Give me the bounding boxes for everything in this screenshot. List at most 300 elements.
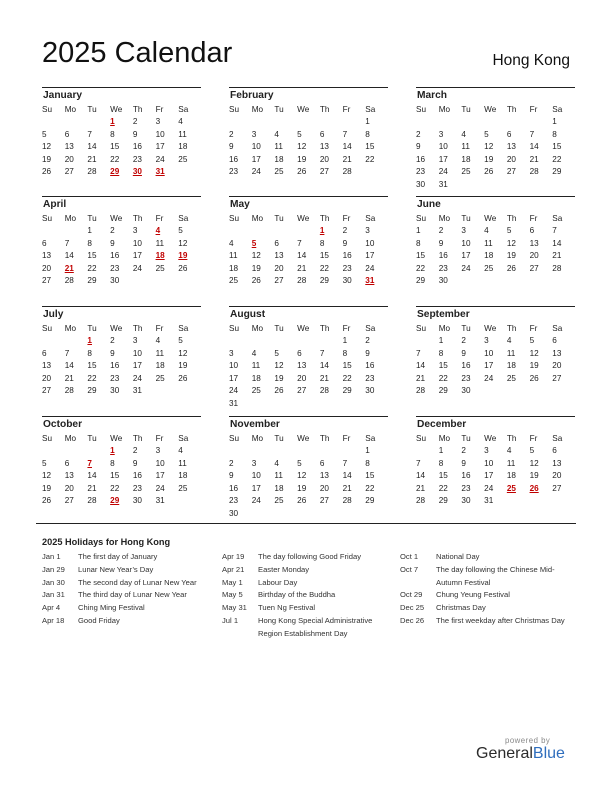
calendar-day: 12	[274, 361, 284, 370]
weekday-header: Sa	[552, 324, 563, 333]
calendar-day: 9	[461, 458, 466, 468]
holidays-column	[42, 551, 214, 628]
calendar-day: 5	[178, 336, 183, 345]
calendar-day: 28	[87, 496, 97, 505]
calendar-day: 15	[552, 142, 562, 151]
calendar-day: 21	[297, 263, 307, 273]
holiday-name: The day following Good Friday	[258, 552, 361, 561]
empty-day	[65, 116, 88, 129]
weekday-header: Su	[42, 214, 53, 223]
weekday-header: Mo	[251, 434, 264, 443]
holiday-entry	[222, 589, 392, 602]
calendar-day: 19	[42, 154, 52, 164]
holiday-day: 1	[110, 117, 115, 126]
calendar-day: 18	[274, 154, 284, 164]
calendar-day: 21	[87, 154, 97, 164]
calendar-day: 11	[229, 251, 238, 260]
calendar-day: 6	[42, 348, 47, 358]
calendar-day: 17	[484, 361, 494, 370]
holiday-day: 31	[155, 167, 165, 176]
holiday-entry	[400, 602, 570, 615]
calendar-day: 2	[342, 226, 348, 235]
holiday-name: Good Friday	[78, 615, 120, 625]
calendar-day: 23	[229, 167, 239, 176]
country-name: Hong Kong	[492, 52, 570, 69]
calendar-day: 22	[365, 483, 375, 493]
calendar-day: 21	[87, 483, 97, 493]
calendar-day: 2	[110, 226, 115, 235]
calendar-day: 1	[552, 117, 557, 126]
calendar-day: 11	[155, 348, 165, 358]
holiday-day: 5	[251, 238, 257, 248]
weekday-header: Th	[132, 214, 143, 223]
calendar-day: 2	[229, 458, 234, 468]
calendar-day: 12	[529, 348, 539, 358]
holiday-entry	[222, 564, 392, 577]
calendar-day: 21	[529, 154, 539, 164]
empty-day	[229, 225, 252, 238]
calendar-day: 11	[274, 471, 283, 480]
holiday-day: 30	[132, 167, 142, 176]
calendar-day: 26	[178, 373, 188, 383]
calendar-day: 25	[178, 483, 188, 493]
empty-day	[42, 335, 65, 348]
weekday-header: Fr	[342, 324, 351, 333]
weekday-header: Th	[132, 105, 143, 114]
calendar-day: 26	[506, 263, 516, 273]
calendar-day: 23	[110, 373, 120, 383]
calendar-day: 24	[438, 167, 448, 176]
calendar-day: 11	[506, 348, 516, 358]
calendar-day: 1	[87, 226, 92, 235]
calendar-day: 27	[274, 276, 284, 285]
holiday-entry	[400, 589, 570, 602]
calendar-day: 16	[438, 251, 448, 260]
weekday-header: Fr	[155, 434, 164, 443]
calendar-day: 19	[506, 251, 516, 260]
calendar-day: 8	[342, 348, 348, 358]
calendar-day: 8	[438, 458, 444, 468]
calendar-day: 7	[416, 348, 421, 358]
calendar-day: 16	[461, 361, 471, 370]
calendar-day: 5	[506, 226, 512, 235]
calendar-day: 8	[110, 458, 115, 468]
calendar-day: 28	[342, 167, 352, 176]
calendar-day: 1	[438, 336, 444, 345]
weekday-header: We	[297, 214, 310, 223]
calendar-day: 12	[42, 142, 52, 151]
calendar-day: 20	[64, 154, 74, 164]
empty-day	[320, 445, 343, 458]
calendar-day: 23	[132, 154, 142, 164]
weekday-header: We	[297, 105, 310, 114]
empty-day	[461, 116, 484, 129]
empty-day	[297, 445, 320, 458]
weekday-header: Tu	[87, 434, 97, 443]
calendar-day: 18	[251, 373, 261, 383]
weekday-header: Th	[506, 324, 517, 333]
calendar-day: 13	[297, 361, 307, 370]
calendar-day: 21	[342, 483, 352, 493]
calendar-day: 4	[274, 129, 279, 139]
calendar-day: 3	[132, 226, 138, 235]
calendar-day: 12	[251, 251, 261, 260]
month-name: March	[417, 90, 448, 101]
calendar-day: 30	[461, 386, 471, 395]
calendar-day: 8	[365, 129, 370, 139]
calendar-day: 4	[461, 129, 466, 139]
holiday-date: Apr 18	[42, 615, 65, 625]
calendar-day: 24	[132, 263, 142, 273]
holiday-day: 1	[87, 336, 92, 345]
calendar-day: 19	[297, 154, 307, 164]
weekday-header: We	[110, 324, 123, 333]
weekday-header: Th	[319, 105, 330, 114]
calendar-day: 3	[229, 348, 234, 358]
calendar-day: 30	[229, 508, 239, 518]
holiday-day: 1	[110, 446, 115, 455]
calendar-day: 20	[552, 361, 562, 370]
calendar-day: 5	[529, 446, 535, 455]
weekday-header: Fr	[155, 214, 164, 223]
empty-day	[416, 116, 439, 129]
calendar-day: 29	[342, 386, 352, 395]
holiday-entry	[400, 615, 570, 628]
empty-day	[252, 116, 275, 129]
calendar-day: 26	[484, 167, 494, 176]
month-name: August	[230, 309, 266, 320]
weekday-header: Mo	[64, 434, 77, 443]
calendar-day: 26	[251, 276, 261, 285]
calendar-day: 2	[110, 336, 115, 345]
calendar-day: 11	[506, 458, 516, 468]
holiday-name: The first weekday after Christmas Day	[436, 615, 565, 625]
month-february	[229, 87, 388, 179]
calendar-day: 15	[416, 251, 426, 260]
calendar-day: 23	[461, 483, 471, 493]
calendar-day: 16	[461, 471, 471, 480]
calendar-day: 11	[461, 142, 470, 151]
calendar-day: 31	[484, 496, 494, 505]
calendar-day: 15	[110, 142, 120, 151]
calendar-day: 24	[365, 263, 375, 273]
empty-day	[343, 445, 366, 458]
calendar-day: 22	[319, 263, 329, 273]
calendar-day: 14	[87, 142, 97, 151]
holiday-day: 25	[506, 483, 516, 493]
month-name: December	[417, 419, 467, 430]
calendar-day: 27	[64, 496, 74, 505]
calendar-day: 25	[229, 276, 239, 285]
calendar-day: 16	[110, 251, 120, 260]
calendar-day: 30	[132, 496, 142, 505]
brand-general: General	[476, 745, 533, 762]
calendar-day: 9	[438, 238, 444, 248]
weekday-header: Su	[42, 434, 53, 443]
empty-day	[274, 445, 297, 458]
calendar-day: 17	[155, 471, 165, 480]
weekday-header: Fr	[342, 214, 351, 223]
calendar-day: 20	[319, 154, 329, 164]
calendar-day: 6	[552, 446, 557, 455]
weekday-header: Mo	[64, 214, 77, 223]
calendar-day: 25	[178, 154, 188, 164]
calendar-day: 24	[155, 483, 165, 493]
calendar-day: 28	[416, 496, 426, 505]
calendar-day: 20	[297, 373, 307, 383]
weekday-header: Tu	[274, 434, 284, 443]
calendar-day: 30	[416, 179, 426, 189]
calendar-day: 16	[132, 142, 142, 151]
calendar-day: 8	[416, 238, 421, 248]
calendar-day: 14	[552, 238, 562, 248]
holiday-date: Apr 19	[222, 552, 245, 561]
page-title: 2025 Calendar	[42, 37, 233, 69]
calendar-day: 3	[484, 446, 489, 455]
calendar-day: 22	[552, 154, 562, 164]
calendar-day: 9	[110, 238, 115, 248]
calendar-day: 27	[529, 263, 539, 273]
calendar-day: 22	[342, 373, 352, 383]
calendar-day: 5	[484, 129, 489, 139]
weekday-header: We	[110, 434, 123, 443]
holiday-date: Dec 25	[400, 603, 425, 613]
empty-day	[65, 335, 88, 348]
weekday-header: Su	[229, 434, 240, 443]
calendar-day: 25	[155, 263, 165, 273]
calendar-day: 7	[342, 458, 348, 468]
weekday-header: Mo	[251, 324, 264, 333]
calendar-day: 12	[178, 348, 188, 358]
calendar-day: 23	[461, 373, 471, 383]
calendar-day: 29	[438, 386, 448, 395]
calendar-day: 27	[319, 496, 329, 505]
holiday-day: 26	[529, 483, 539, 493]
calendar-day: 20	[42, 263, 52, 273]
brand-logo[interactable]	[476, 745, 565, 763]
calendar-day: 6	[319, 129, 325, 139]
calendar-day: 31	[438, 179, 448, 189]
calendar-day: 30	[110, 386, 120, 395]
weekday-header: Th	[319, 214, 330, 223]
month-december	[416, 416, 575, 508]
empty-day	[65, 225, 88, 238]
month-september	[416, 306, 575, 398]
calendar-day: 2	[132, 117, 138, 126]
weekday-header: Th	[319, 324, 330, 333]
calendar-day: 29	[319, 276, 329, 285]
calendar-day: 31	[229, 398, 239, 408]
calendar-day: 9	[461, 348, 466, 358]
weekday-header: Tu	[461, 324, 471, 333]
calendar-day: 2	[461, 446, 466, 455]
holiday-day: 21	[64, 263, 74, 273]
calendar-day: 19	[529, 471, 539, 480]
calendar-day: 10	[251, 471, 261, 480]
calendar-day: 7	[64, 348, 70, 358]
calendar-day: 14	[297, 251, 307, 260]
calendar-day: 29	[87, 276, 97, 285]
calendar-day: 21	[342, 154, 352, 164]
calendar-day: 6	[319, 458, 325, 468]
calendar-day: 6	[64, 458, 70, 468]
calendar-day: 10	[484, 458, 494, 468]
calendar-day: 12	[529, 458, 539, 468]
calendar-day: 16	[132, 471, 142, 480]
month-august	[229, 306, 388, 410]
empty-day	[87, 445, 110, 458]
calendar-day: 5	[297, 129, 302, 139]
calendar-day: 1	[365, 446, 370, 455]
empty-day	[252, 225, 275, 238]
weekday-header: Sa	[552, 434, 563, 443]
calendar-day: 10	[229, 361, 239, 370]
calendar-day: 28	[552, 263, 562, 273]
calendar-day: 26	[274, 386, 284, 395]
weekday-header: Sa	[552, 214, 563, 223]
calendar-day: 22	[110, 154, 120, 164]
calendar-day: 8	[365, 458, 370, 468]
empty-day	[252, 445, 275, 458]
holiday-date: Apr 21	[222, 564, 245, 574]
calendar-day: 25	[274, 167, 284, 176]
calendar-day: 22	[87, 263, 97, 273]
weekday-header: Mo	[64, 324, 77, 333]
calendar-day: 7	[529, 129, 535, 139]
calendar-day: 7	[297, 238, 302, 248]
weekday-header: Sa	[178, 214, 189, 223]
calendar-day: 17	[251, 154, 261, 164]
calendar-day: 5	[529, 336, 535, 345]
calendar-day: 7	[552, 226, 557, 235]
calendar-day: 1	[438, 446, 444, 455]
calendar-day: 29	[365, 496, 375, 505]
holiday-name: Hong Kong Special Administrative Region Establishment Day	[258, 615, 373, 638]
calendar-day: 13	[529, 238, 539, 248]
month-name: July	[43, 309, 64, 320]
calendar-day: 17	[461, 251, 471, 260]
calendar-day: 7	[319, 348, 325, 358]
calendar-day: 4	[229, 238, 234, 248]
calendar-day: 13	[506, 142, 516, 151]
calendar-day: 8	[87, 238, 92, 248]
holiday-name: Ching Ming Festival	[78, 603, 145, 613]
calendar-day: 4	[251, 348, 257, 358]
calendar-day: 24	[251, 167, 261, 176]
holiday-entry	[400, 551, 570, 564]
weekday-header: Su	[229, 324, 240, 333]
holiday-entry	[222, 602, 392, 615]
calendar-day: 20	[552, 471, 562, 480]
calendar-day: 19	[178, 361, 188, 370]
calendar-day: 27	[297, 386, 307, 395]
calendar-day: 14	[342, 471, 352, 480]
weekday-header: Fr	[342, 434, 351, 443]
empty-day	[42, 225, 65, 238]
calendar-day: 3	[461, 226, 466, 235]
calendar-day: 7	[87, 129, 92, 139]
month-name: June	[417, 199, 441, 210]
calendar-day: 7	[342, 129, 348, 139]
calendar-day: 11	[251, 361, 261, 370]
calendar-day: 14	[64, 361, 74, 370]
calendar-day: 1	[365, 117, 370, 126]
calendar-day: 5	[178, 226, 183, 235]
calendar-day: 15	[438, 471, 448, 480]
empty-day	[42, 445, 65, 458]
calendar-day: 22	[438, 483, 448, 493]
holiday-entry	[42, 577, 214, 590]
holiday-day: 19	[178, 251, 188, 260]
calendar-day: 22	[110, 483, 120, 493]
calendar-day: 11	[178, 129, 187, 139]
weekday-header: Sa	[178, 105, 189, 114]
calendar-day: 6	[297, 348, 302, 358]
calendar-day: 15	[87, 361, 97, 370]
holiday-name: Tuen Ng Festival	[258, 603, 316, 613]
calendar-day: 18	[178, 471, 188, 480]
weekday-header: Fr	[529, 324, 538, 333]
holiday-date: Oct 1	[400, 552, 419, 561]
weekday-header: We	[484, 434, 497, 443]
calendar-day: 27	[506, 167, 516, 176]
holidays-column	[222, 551, 392, 641]
calendar-day: 11	[155, 238, 165, 248]
calendar-day: 7	[416, 458, 421, 468]
calendar-day: 12	[42, 471, 52, 480]
calendar-day: 8	[319, 238, 325, 248]
holidays-divider	[36, 523, 576, 524]
calendar-day: 25	[251, 386, 261, 395]
weekday-header: Mo	[438, 105, 451, 114]
calendar-day: 27	[552, 373, 562, 383]
calendar-day: 30	[438, 276, 448, 285]
holiday-day: 29	[110, 167, 120, 176]
month-november	[229, 416, 388, 520]
weekday-header: We	[297, 324, 310, 333]
calendar-day: 16	[365, 361, 375, 370]
holiday-name: Easter Monday	[258, 564, 310, 574]
calendar-day: 26	[42, 167, 52, 176]
calendar-day: 6	[274, 238, 279, 248]
holiday-entry	[42, 602, 214, 615]
calendar-day: 13	[319, 471, 329, 480]
calendar-day: 3	[155, 117, 161, 126]
weekday-header: Tu	[274, 324, 284, 333]
weekday-header: Su	[416, 105, 427, 114]
calendar-day: 26	[42, 496, 52, 505]
weekday-header: Mo	[438, 214, 451, 223]
weekday-header: Su	[229, 105, 240, 114]
weekday-header: Sa	[178, 434, 189, 443]
weekday-header: We	[484, 214, 497, 223]
calendar-day: 25	[155, 373, 165, 383]
calendar-day: 26	[529, 373, 539, 383]
calendar-day: 29	[416, 276, 426, 285]
month-name: April	[43, 199, 67, 210]
weekday-header: Th	[506, 434, 517, 443]
calendar-day: 3	[365, 226, 370, 235]
holiday-name: Labour Day	[258, 577, 298, 587]
calendar-day: 10	[132, 238, 142, 248]
weekday-header: Su	[42, 324, 53, 333]
calendar-day: 24	[229, 386, 239, 395]
calendar-day: 14	[342, 142, 352, 151]
empty-day	[416, 445, 439, 458]
calendar-day: 4	[506, 446, 512, 455]
month-may	[229, 196, 388, 288]
weekday-header: Sa	[365, 434, 376, 443]
